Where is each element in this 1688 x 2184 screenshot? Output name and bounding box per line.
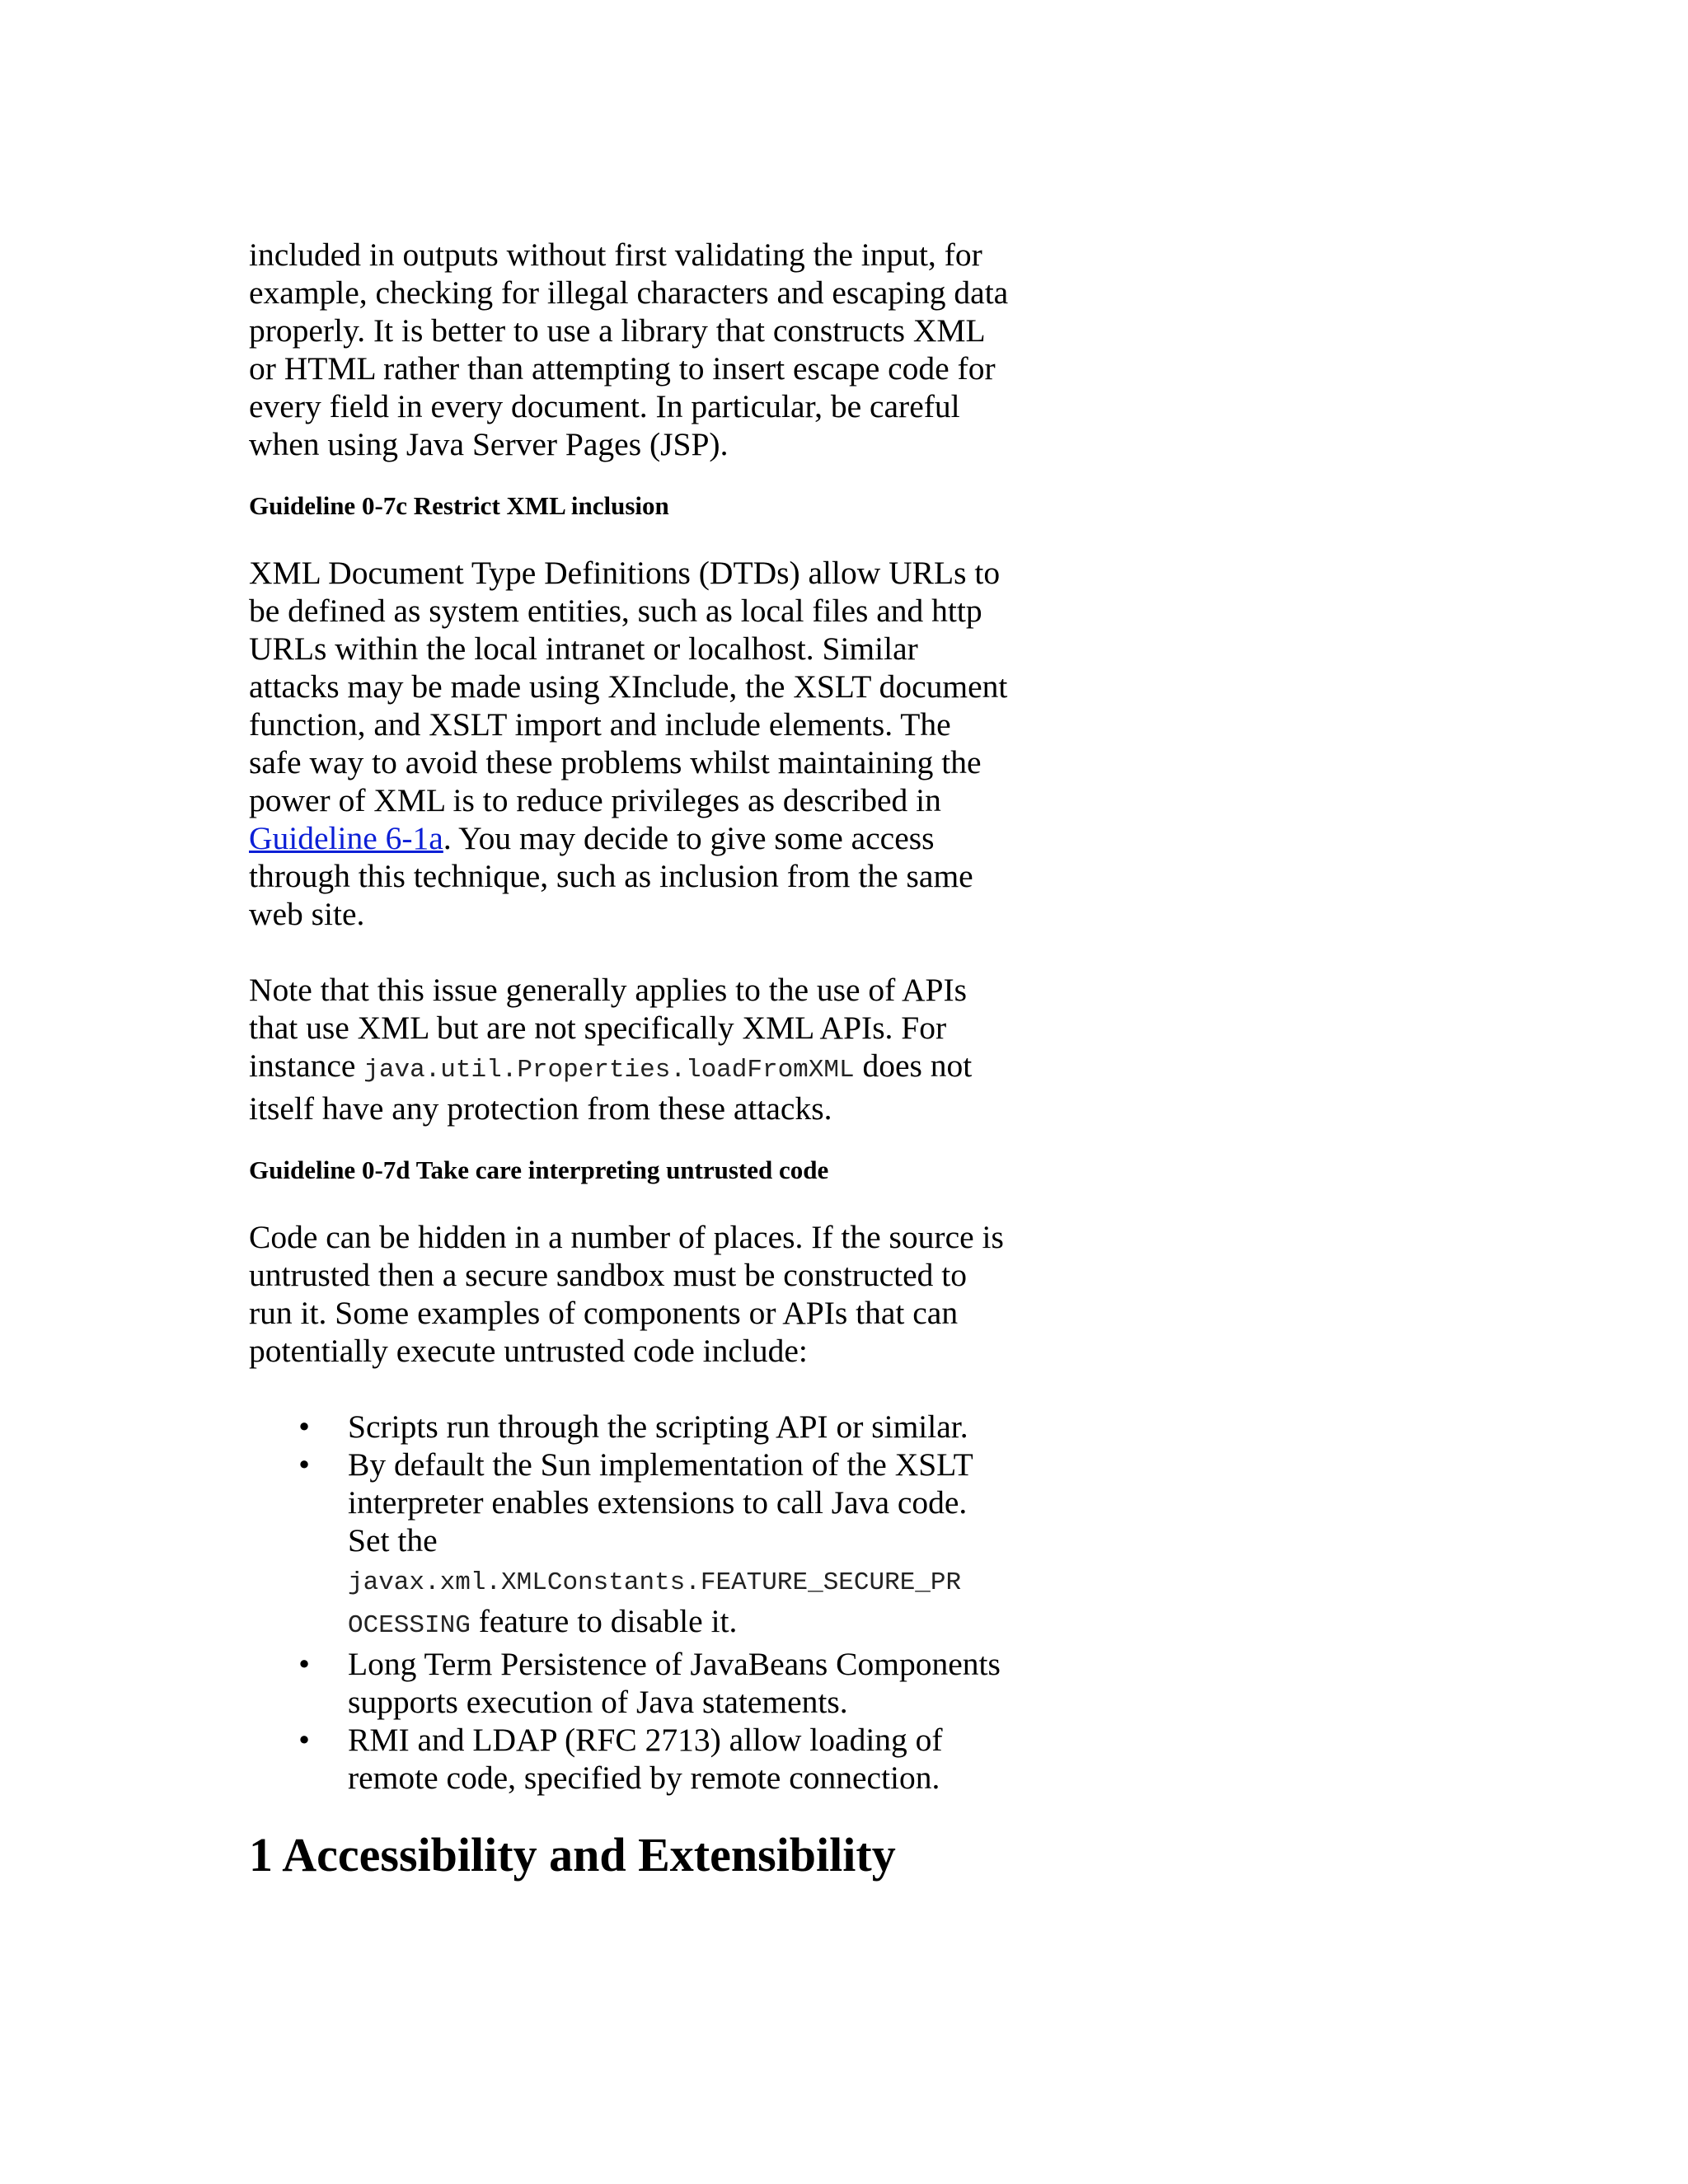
text-line: Code can be hidden in a number of places. If the source is xyxy=(249,1219,1004,1255)
text-line: potentially execute untrusted code include: xyxy=(249,1333,808,1369)
code-load-from-xml: java.util.Properties.loadFromXML xyxy=(363,1056,855,1085)
text-line: web site. xyxy=(249,896,365,932)
list-item xyxy=(249,1446,1040,1645)
text-line xyxy=(348,1603,737,1639)
guideline-0-7c-heading: Guideline 0-7c Restrict XML inclusion xyxy=(249,491,669,520)
list-item xyxy=(249,1721,1040,1797)
list-item xyxy=(249,1645,1040,1721)
code-feature-secure-processing-part1: javax.xml.XMLConstants.FEATURE_SECURE_PR xyxy=(348,1568,962,1597)
intro-paragraph xyxy=(249,236,1040,463)
bullet-icon: • xyxy=(298,1722,310,1758)
text-line: function, and XSLT import and include elements. The xyxy=(249,706,951,743)
text-line: power of XML is to reduce privileges as described in xyxy=(249,782,941,818)
page-content xyxy=(249,236,1040,1882)
text-line: untrusted then a secure sandbox must be constructed to xyxy=(249,1257,967,1293)
section-heading: 1 Accessibility and Extensibility xyxy=(249,1828,896,1882)
text-line: that use XML but are not specifically XML APIs. For xyxy=(249,1010,947,1046)
text-line: Set the xyxy=(348,1522,438,1558)
text-line xyxy=(249,820,935,856)
text-line: RMI and LDAP (RFC 2713) allow loading of xyxy=(348,1722,943,1758)
bullet-icon: • xyxy=(298,1408,310,1445)
text-fragment: instance xyxy=(249,1047,364,1084)
bullet-icon: • xyxy=(298,1646,310,1682)
text-line: itself have any protection from these attacks. xyxy=(249,1090,832,1127)
text-line: Note that this issue generally applies to the use of APIs xyxy=(249,972,968,1008)
text-fragment: feature to disable it. xyxy=(470,1603,738,1639)
text-line: interpreter enables extensions to call Java code. xyxy=(348,1484,968,1521)
text-fragment: . You may decide to give some access xyxy=(443,820,935,856)
guideline-0-7c-paragraph-1 xyxy=(249,554,1040,933)
text-line: attacks may be made using XInclude, the XSLT document xyxy=(249,668,1008,705)
text-line: URLs within the local intranet or localhost. Similar xyxy=(249,630,918,667)
code-feature-secure-processing-part2: OCESSING xyxy=(348,1611,471,1640)
text-line: properly. It is better to use a library that constructs XML xyxy=(249,312,986,349)
text-line: By default the Sun implementation of the XSLT xyxy=(348,1446,973,1483)
text-line: be defined as system entities, such as local files and http xyxy=(249,593,982,629)
text-line: every field in every document. In particular, be careful xyxy=(249,388,960,424)
text-line: remote code, specified by remote connection. xyxy=(348,1760,940,1796)
text-line: when using Java Server Pages (JSP). xyxy=(249,426,729,462)
guideline-0-7c-paragraph-2 xyxy=(249,971,1040,1127)
text-line: or HTML rather than attempting to insert escape code for xyxy=(249,350,996,387)
text-line: Scripts run through the scripting API or similar. xyxy=(348,1408,968,1445)
guideline-6-1a-link[interactable]: Guideline 6-1a xyxy=(249,820,443,856)
untrusted-code-examples-list xyxy=(249,1408,1040,1797)
text-line: supports execution of Java statements. xyxy=(348,1684,848,1720)
bullet-icon: • xyxy=(298,1446,310,1483)
text-line: XML Document Type Definitions (DTDs) allow URLs to xyxy=(249,555,1001,591)
text-line: included in outputs without first validating the input, for xyxy=(249,237,982,273)
text-line: safe way to avoid these problems whilst maintaining the xyxy=(249,744,982,780)
text-line: Long Term Persistence of JavaBeans Components xyxy=(348,1646,1001,1682)
text-line xyxy=(249,1047,972,1084)
text-fragment: does not xyxy=(854,1047,973,1084)
list-item xyxy=(249,1408,1040,1446)
text-line: through this technique, such as inclusion from the same xyxy=(249,858,973,894)
guideline-0-7d-heading: Guideline 0-7d Take care interpreting untrusted code xyxy=(249,1155,829,1184)
text-line: example, checking for illegal characters and escaping data xyxy=(249,274,1009,311)
text-line: run it. Some examples of components or APIs that can xyxy=(249,1295,959,1331)
guideline-0-7d-paragraph xyxy=(249,1218,1040,1370)
